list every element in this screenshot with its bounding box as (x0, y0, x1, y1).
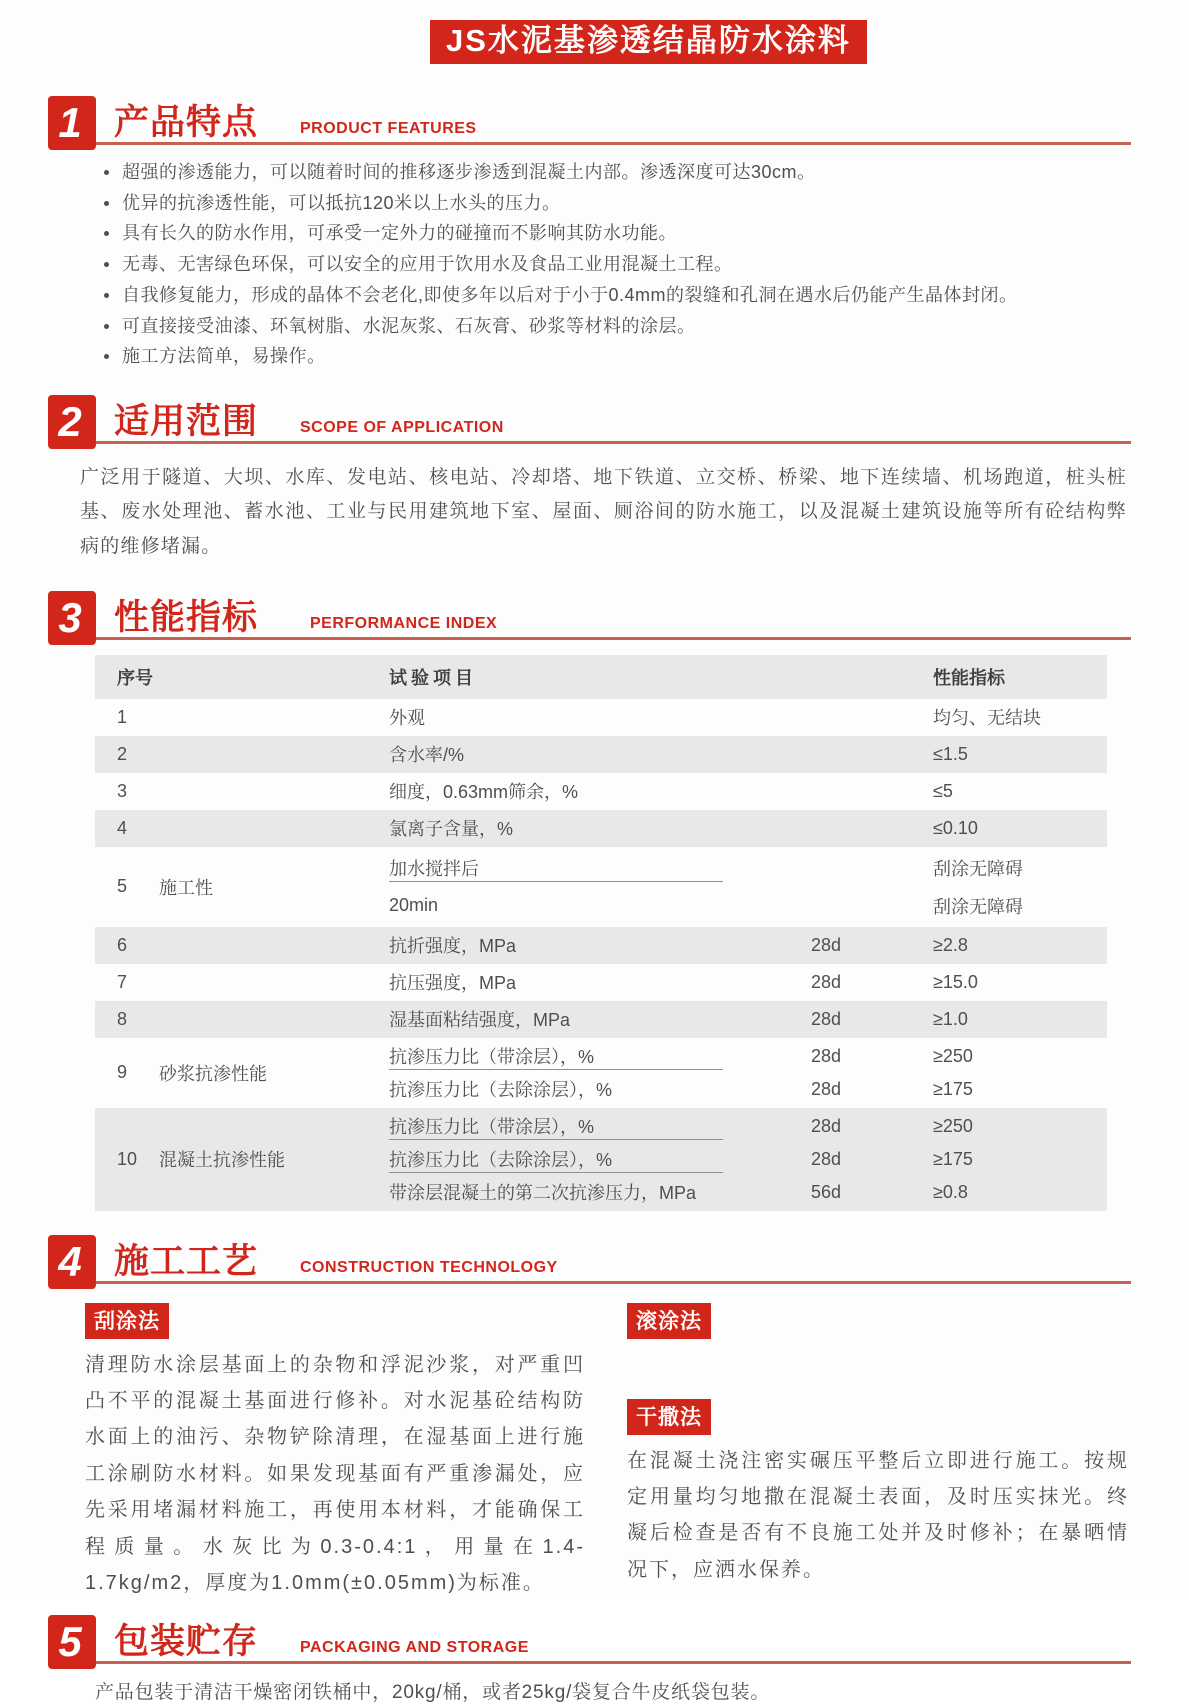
test-item-cell: 20min (389, 895, 439, 916)
method-scrape (85, 1303, 585, 1602)
test-item-cell: 加水搅拌后 (389, 855, 801, 881)
table-subrow (389, 1040, 1107, 1073)
age-cell: 28d (811, 971, 842, 992)
feature-item: 可直接接受油漆、环氧树脂、水泥灰浆、石灰膏、砂浆等材料的涂层。 (102, 316, 1131, 337)
method-badge: 刮涂法 (85, 1303, 169, 1339)
table-row (95, 810, 1107, 847)
age-cell: 28d (811, 1148, 842, 1169)
table-subrow (389, 966, 1107, 999)
index-value-cell: ≥175 (933, 1078, 973, 1099)
test-item-cell: 抗压强度，MPa (389, 973, 517, 994)
row-subitems (389, 812, 1107, 845)
section-subtitle: CONSTRUCTION TECHNOLOGY (300, 1258, 558, 1276)
table-row (95, 1108, 1107, 1211)
row-group-label (157, 738, 389, 771)
row-number: 1 (117, 706, 128, 727)
index-value-cell: ≥175 (933, 1148, 973, 1169)
row-group-label (157, 657, 389, 697)
table-row (95, 927, 1107, 964)
test-item-cell: 抗渗压力比（带涂层），% (389, 1043, 801, 1069)
method-text: 清理防水涂层基面上的杂物和浮泥沙浆，对严重凹凸不平的混凝土基面进行修补。对水泥基砼结构防水面上的油污、杂物铲除清理，在湿基面上进行施工涂刷防水材料。如果发现基面有严重渗漏处，应先采用堵漏材料施工，再使用本材料，才能确保工程质量。水灰比为0.3-0.4:1，用量在1.4-1.7kg/m2，厚度为1.0mm(±0.05mm)为标准。 (85, 1353, 585, 1594)
row-subitems (389, 657, 1107, 697)
test-item-cell: 湿基面粘结强度，MPa (389, 1010, 571, 1031)
test-item-cell: 抗渗压力比（带涂层），% (389, 1113, 801, 1139)
table-subrow (389, 657, 1107, 697)
row-group-label: 施工性 (159, 877, 213, 898)
test-item-cell: 抗渗压力比（去除涂层），% (389, 1146, 801, 1172)
row-subitems (389, 775, 1107, 808)
test-item-cell: 抗渗压力比（去除涂层），% (389, 1080, 613, 1101)
row-number: 5 (117, 876, 128, 897)
table-row (95, 847, 1107, 927)
section-subtitle: PERFORMANCE INDEX (310, 614, 498, 632)
row-group-label (157, 775, 389, 808)
spacer (627, 1347, 1129, 1399)
section-underline (52, 637, 1131, 640)
section-title: 适用范围 (114, 401, 259, 441)
table-row (95, 1001, 1107, 1038)
table-row (95, 773, 1107, 810)
age-cell: 28d (811, 1008, 842, 1029)
index-value-cell: ≥15.0 (933, 971, 978, 992)
table-row (95, 736, 1107, 773)
section-construction-header (48, 1233, 1131, 1289)
section-number-badge: 3 (48, 591, 96, 645)
index-value-cell: ≥250 (933, 1045, 973, 1066)
index-value-cell: ≤0.10 (933, 817, 978, 838)
index-value-cell: ≤1.5 (933, 743, 968, 764)
table-subrow (389, 738, 1107, 771)
section-underline (52, 441, 1131, 444)
section-title: 性能指标 (114, 597, 259, 637)
packaging-paragraph: 产品包装于清洁干燥密闭铁桶中，20kg/桶，或者25kg/袋复合牛皮纸袋包装。 (95, 1682, 771, 1704)
row-subitems (389, 966, 1107, 999)
index-value-cell: 刮涂无障碍 (933, 858, 1023, 879)
method-badge: 滚涂法 (627, 1303, 711, 1339)
index-value-cell: 均匀、无结块 (933, 708, 1041, 729)
section-performance-header (48, 589, 1131, 645)
col-header-test: 试验项目 (389, 667, 477, 688)
row-group-label (157, 929, 389, 962)
row-subitems (389, 1110, 1107, 1209)
section-subtitle: PACKAGING AND STORAGE (300, 1639, 529, 1657)
section-number-badge: 4 (48, 1235, 96, 1289)
table-row (95, 699, 1107, 736)
feature-item: 优异的抗渗透性能，可以抵抗120米以上水头的压力。 (102, 193, 1131, 214)
col-header-no: 序号 (117, 667, 153, 688)
test-item-cell: 含水率/% (389, 745, 465, 766)
row-number: 9 (117, 1062, 128, 1083)
row-subitems (389, 929, 1107, 962)
scope-paragraph: 广泛用于隧道、大坝、水库、发电站、核电站、冷却塔、地下铁道、立交桥、桥梁、地下连续墙、机场跑道，桩头桩基、废水处理池、蓄水池、工业与民用建筑地下室、屋面、厕浴间的防水施工，以及混凝土建筑设施等所有砼结构弊病的维修堵漏。 (80, 466, 1127, 558)
method-badge: 干撒法 (627, 1399, 711, 1435)
index-value-cell: ≥1.0 (933, 1008, 968, 1029)
row-subitems (389, 738, 1107, 771)
table-subrow (389, 1143, 1107, 1176)
method-roll (627, 1303, 1129, 1347)
row-group-label: 混凝土抗渗性能 (159, 1150, 285, 1171)
age-cell: 28d (811, 1045, 842, 1066)
test-item-cell: 带涂层混凝土的第二次抗渗压力，MPa (389, 1183, 697, 1204)
test-item-cell: 抗折强度，MPa (389, 936, 517, 957)
feature-item: 具有长久的防水作用，可承受一定外力的碰撞而不影响其防水功能。 (102, 223, 1131, 244)
table-subrow (389, 701, 1107, 734)
row-number: 10 (117, 1148, 138, 1169)
section-number-badge: 1 (48, 96, 96, 150)
feature-item: 施工方法简单，易操作。 (102, 346, 1131, 367)
section-underline (52, 142, 1131, 145)
age-cell: 28d (811, 1078, 842, 1099)
row-number: 8 (117, 1008, 128, 1029)
test-item-cell: 细度，0.63mm筛余，% (389, 782, 579, 803)
age-cell: 56d (811, 1181, 842, 1202)
index-value-cell: ≥0.8 (933, 1181, 968, 1202)
table-subrow (389, 1176, 1107, 1209)
row-number: 6 (117, 934, 128, 955)
row-group-label (157, 1003, 389, 1036)
section-number-badge: 5 (48, 1615, 96, 1669)
index-value-cell: ≥250 (933, 1115, 973, 1136)
index-value-cell: 刮涂无障碍 (933, 896, 1023, 917)
row-number: 3 (117, 780, 128, 801)
row-number: 4 (117, 817, 128, 838)
row-group-label (157, 701, 389, 734)
feature-item: 超强的渗透能力，可以随着时间的推移逐步渗透到混凝土内部。渗透深度可达30cm。 (102, 162, 1131, 183)
construction-methods (85, 1303, 1129, 1602)
section-title: 产品特点 (114, 103, 259, 143)
table-subrow (389, 929, 1107, 962)
method-dry-sprinkle (627, 1399, 1129, 1589)
age-cell: 28d (811, 1115, 842, 1136)
section-packaging-header (48, 1613, 1131, 1669)
table-subrow (389, 812, 1107, 845)
section-features-header (48, 94, 1131, 150)
section-title: 施工工艺 (114, 1241, 259, 1281)
section-number-badge: 2 (48, 395, 96, 449)
section-scope-header (48, 393, 1131, 449)
section-underline (52, 1661, 1131, 1664)
table-row (95, 1038, 1107, 1108)
construction-right-column (627, 1303, 1129, 1602)
index-value-cell: ≥2.8 (933, 934, 968, 955)
table-subrow (389, 1073, 1107, 1106)
row-subitems (389, 1040, 1107, 1106)
table-row (95, 964, 1107, 1001)
table-subrow (389, 849, 1107, 887)
col-header-value: 性能指标 (933, 667, 1005, 688)
row-subitems (389, 1003, 1107, 1036)
section-subtitle: SCOPE OF APPLICATION (300, 418, 504, 436)
table-subrow (389, 775, 1107, 808)
method-text: 在混凝土浇注密实碾压平整后立即进行施工。按规定用量均匀地撒在混凝土表面，及时压实抹光。终凝后检查是否有不良施工处并及时修补；在暴晒情况下，应洒水保养。 (627, 1449, 1129, 1581)
row-group-label (157, 966, 389, 999)
row-group-label (157, 812, 389, 845)
row-number: 7 (117, 971, 128, 992)
feature-item: 自我修复能力，形成的晶体不会老化,即使多年以后对于小于0.4mm的裂缝和孔洞在遇水后仍能产生晶体封闭。 (102, 285, 1131, 306)
test-item-cell: 氯离子含量，% (389, 819, 514, 840)
table-subrow (389, 887, 1107, 925)
table-subrow (389, 1110, 1107, 1143)
page-title: JS水泥基渗透结晶防水涂料 (430, 20, 867, 64)
section-title: 包装贮存 (114, 1622, 259, 1662)
table-subrow (389, 1003, 1107, 1036)
row-number: 2 (117, 743, 128, 764)
row-subitems (389, 701, 1107, 734)
section-subtitle: PRODUCT FEATURES (300, 120, 477, 138)
feature-item: 无毒、无害绿色环保，可以安全的应用于饮用水及食品工业用混凝土工程。 (102, 254, 1131, 275)
table-header-row (95, 655, 1107, 699)
row-group-label: 砂浆抗渗性能 (159, 1063, 267, 1084)
test-item-cell: 外观 (389, 708, 425, 729)
performance-table (95, 655, 1107, 1211)
section-underline (52, 1281, 1131, 1284)
feature-list (102, 162, 1131, 367)
row-subitems (389, 849, 1107, 925)
age-cell: 28d (811, 934, 842, 955)
index-value-cell: ≤5 (933, 780, 953, 801)
